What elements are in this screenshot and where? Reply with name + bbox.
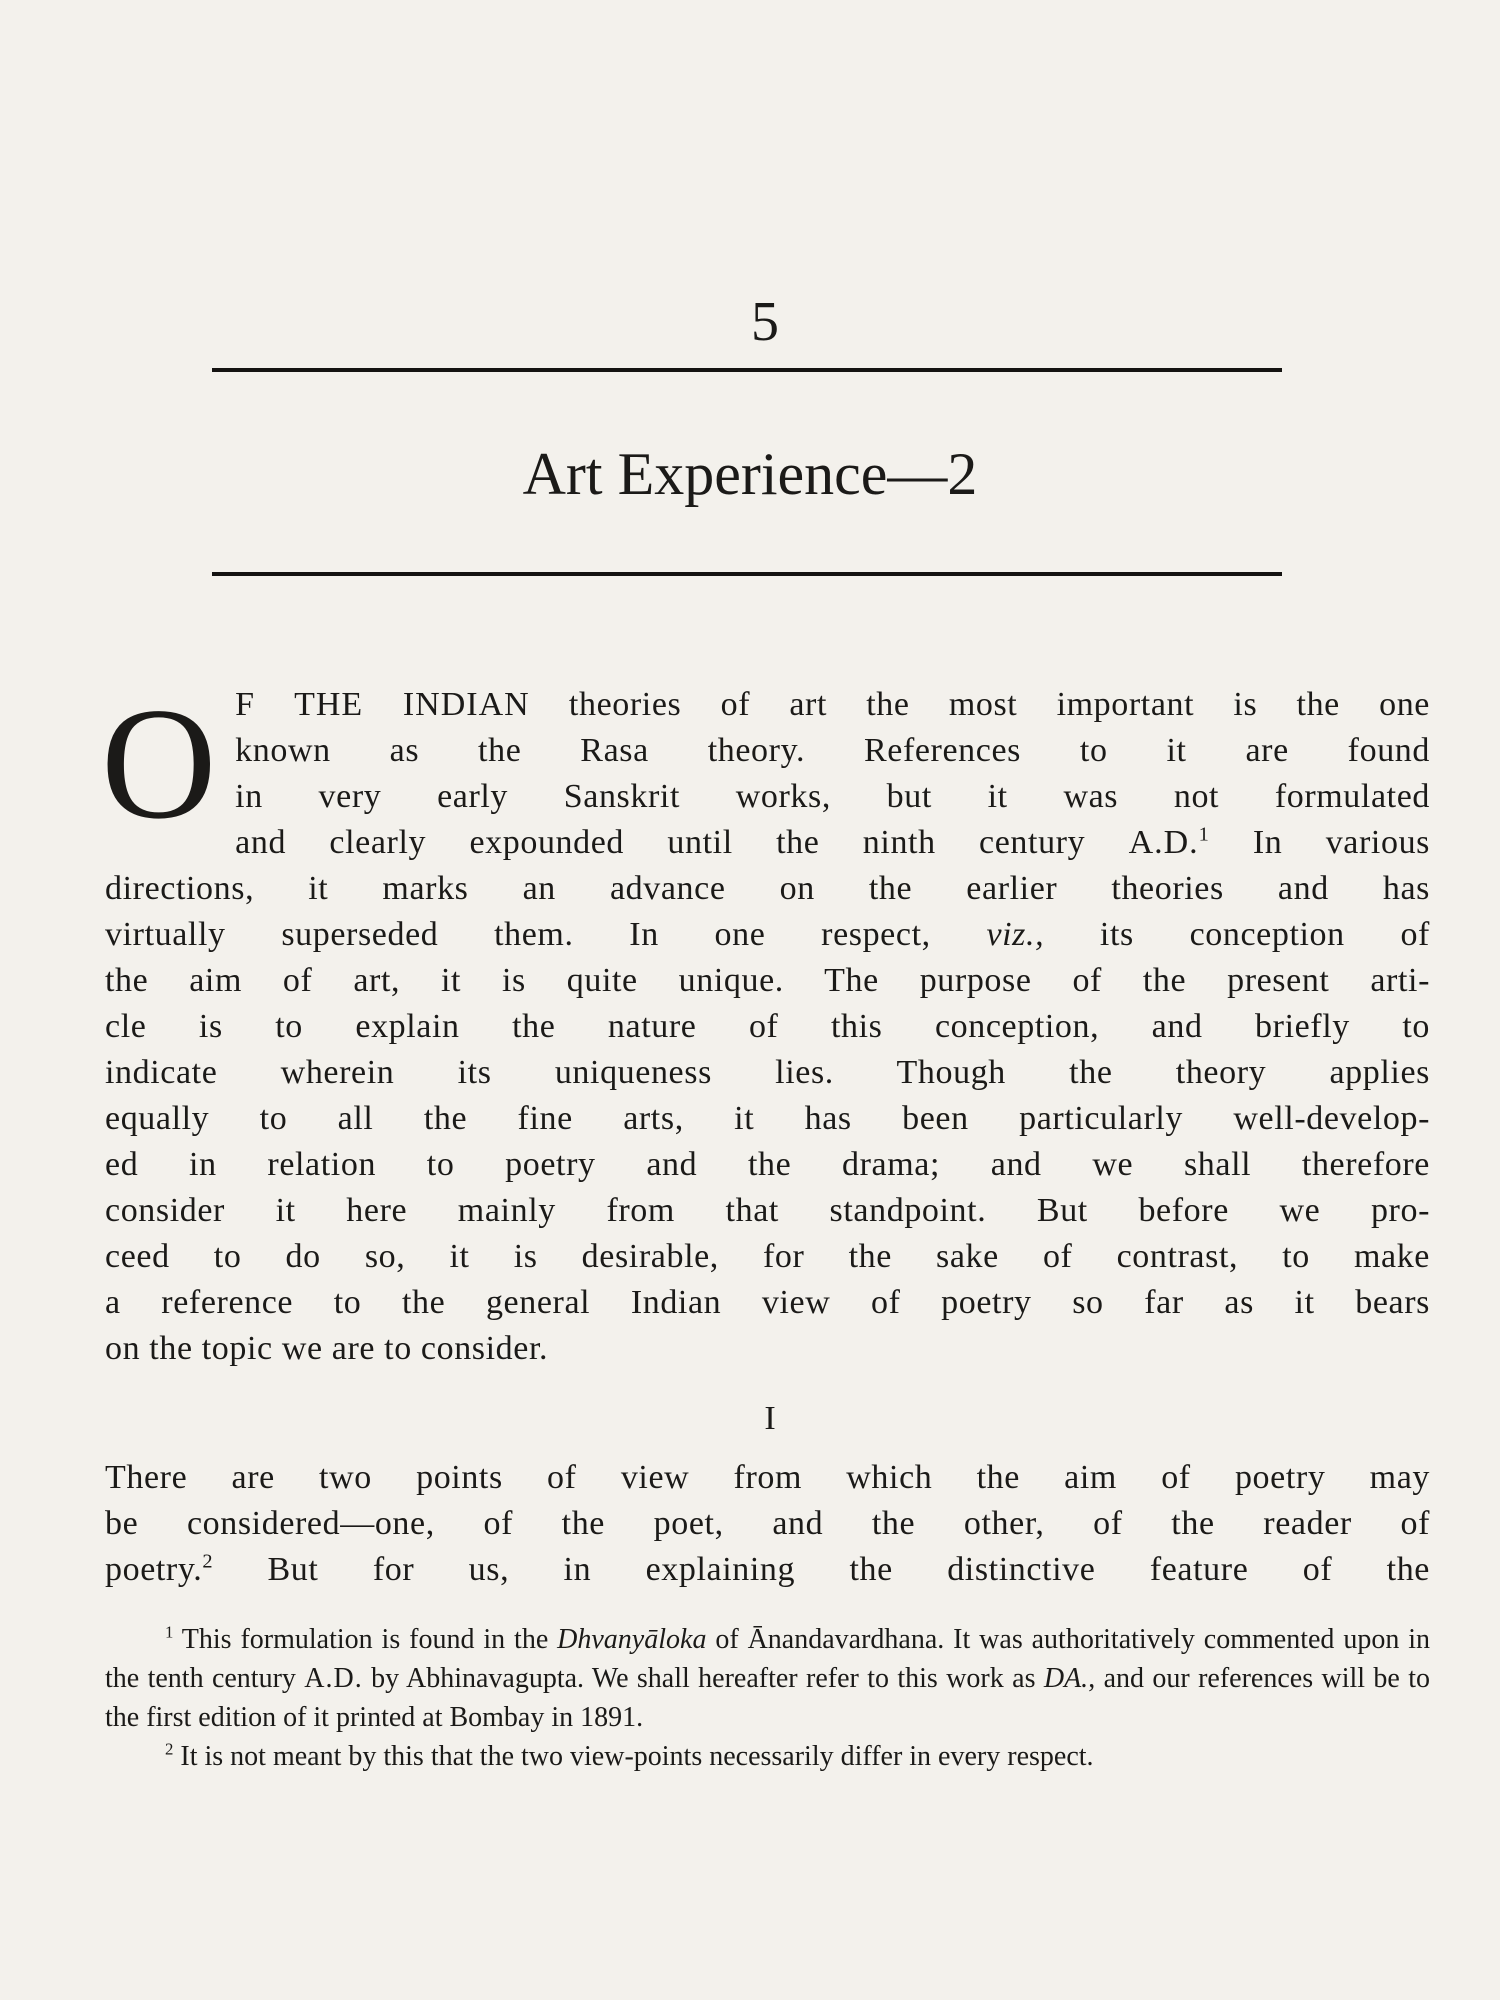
text-line: on the topic we are to consider.: [105, 1330, 549, 1367]
chapter-number: 5: [751, 291, 779, 353]
footnotes: [105, 1620, 1430, 1776]
text-line: indicate wherein its uniqueness lies. Though the theory applies: [105, 1054, 1430, 1091]
text-line: cle is to explain the nature of this conception, and briefly to: [105, 1008, 1430, 1045]
text-line: directions, it marks an advance on the earlier theories and has: [105, 870, 1430, 907]
text-line: poetry.$^2$ But for us, in explaining the distinctive feature of the: [105, 1550, 1430, 1588]
opening-paragraph: [101, 674, 1431, 1372]
section-paragraph: [105, 1455, 1430, 1593]
drop-cap: O: [101, 674, 218, 852]
section-numeral: I: [764, 1400, 776, 1437]
text-line: in very early Sanskrit works, but it was not formulated: [235, 778, 1430, 815]
title-rule-top: [212, 368, 1282, 372]
footnote-ref-2: 2: [202, 1550, 214, 1573]
chapter-title: Art Experience—2: [522, 441, 978, 507]
footnote-ref-1: 1: [1198, 823, 1210, 846]
text-line: virtually superseded them. In one respect, viz., its conception of: [105, 916, 1430, 953]
text-line: ceed to do so, it is desirable, for the sake of contrast, to make: [105, 1238, 1430, 1275]
text-line: known as the Rasa theory. References to it are found: [235, 732, 1430, 769]
text-line: a reference to the general Indian view of poetry so far as it bears: [105, 1284, 1430, 1321]
reverse-side-bleed-through: [80, 70, 1440, 172]
text-line: and clearly expounded until the ninth century A.D.$^1$ In various: [235, 823, 1431, 861]
footnote-2: $^2$ It is not meant by this that the two view-points necessarily differ in every respect.: [165, 1739, 1094, 1772]
text-line: the aim of art, it is quite unique. The purpose of the present arti-: [105, 962, 1430, 999]
text-line: be considered—one, of the poet, and the other, of the reader of: [105, 1505, 1430, 1542]
text-line: equally to all the fine arts, it has been particularly well-develop-: [105, 1100, 1430, 1137]
footnote-1: $^1$ This formulation is found in the Dhvanyāloka of Ānandavardhana. It was authoritatively commented upon in the tenth century A.D. by Abhinavagupta. We shall hereafter refer to this work as DA., and our references will be to the first edition of it printed at Bombay in 1891.: [105, 1622, 1431, 1733]
lead-small-caps: F THE INDIAN: [235, 686, 530, 723]
text-line: There are two points of view from which the aim of poetry may: [105, 1459, 1430, 1496]
text-line: F THE INDIAN theories of art the most important is the one: [235, 686, 1431, 723]
text-line: ed in relation to poetry and the drama; and we shall therefore: [105, 1146, 1430, 1183]
title-rule-bottom: [212, 572, 1282, 576]
text-line: consider it here mainly from that standpoint. But before we pro-: [105, 1192, 1430, 1229]
